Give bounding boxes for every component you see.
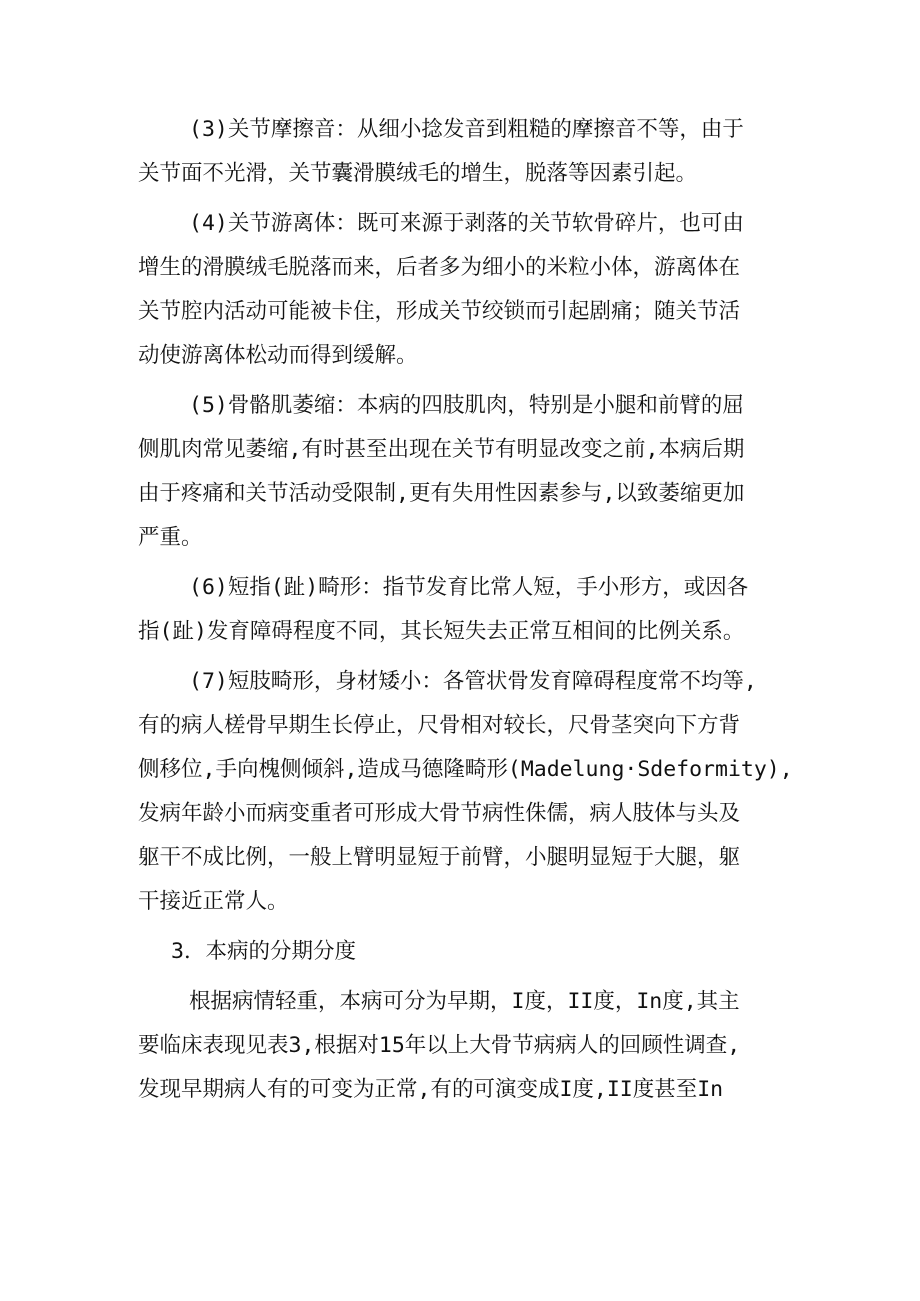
text-line: 侧肌肉常见萎缩,有时甚至出现在关节有明显改变之前,本病后期 (138, 437, 745, 462)
paragraph-short-finger-deformity (138, 566, 800, 654)
text-line: 有的病人槎骨早期生长停止，尺骨相对较长，尺骨茎突向下方背 (138, 713, 741, 738)
paragraph-loose-bodies (138, 202, 800, 378)
text-line: 关节面不光滑，关节囊滑膜绒毛的增生，脱落等因素引起。 (138, 161, 698, 186)
paragraph-muscle-atrophy (138, 384, 800, 560)
text-line: 根据病情轻重，本病可分为早期，I度，II度，In度,其主 (189, 989, 740, 1014)
text-line: 要临床表现见表3,根据对15年以上大骨节病病人的回顾性调查, (138, 1033, 741, 1058)
text-line: 增生的滑膜绒毛脱落而来，后者多为细小的米粒小体，游离体在 (138, 255, 741, 280)
text-line: (6)短指(趾)畸形：指节发育比常人短，手小形方，或因各 (189, 575, 749, 600)
text-line: 发现早期病人有的可变为正常,有的可演变成I度,II度甚至In (138, 1077, 724, 1102)
text-line: 动使游离体松动而得到缓解。 (138, 343, 418, 368)
text-line: 关节腔内活动可能被卡住，形成关节绞锁而引起剧痛；随关节活 (138, 299, 741, 324)
text-line: 由于疼痛和关节活动受限制,更有失用性因素参与,以致萎缩更加 (138, 481, 745, 506)
text-line: 发病年龄小而病变重者可形成大骨节病性侏儒，病人肢体与头及 (138, 801, 741, 826)
text-line: (4)关节游离体：既可来源于剥落的关节软骨碎片，也可由 (189, 211, 744, 236)
paragraph-staging (138, 980, 800, 1112)
document-body (138, 108, 800, 1112)
section-heading: 3．本病的分期分度 (171, 939, 356, 964)
text-line: 干接近正常人。 (138, 889, 289, 914)
paragraph-short-limb-deformity (138, 660, 800, 924)
text-line: 指(趾)发育障碍程度不同，其长短失去正常互相间的比例关系。 (138, 619, 745, 644)
text-line: 躯干不成比例，一般上臂明显短于前臂，小腿明显短于大腿，躯 (138, 845, 741, 870)
text-line: 侧移位,手向槐侧倾斜,造成马德隆畸形(Madelung·Sdeformity), (138, 757, 793, 782)
text-line: (5)骨骼肌萎缩：本病的四肢肌肉，特别是小腿和前臂的屈 (189, 393, 744, 418)
paragraph-joint-friction-sound (138, 108, 800, 196)
text-line: 严重。 (138, 525, 203, 550)
text-line: (3)关节摩擦音：从细小捻发音到粗糙的摩擦音不等，由于 (189, 117, 744, 142)
text-line: (7)短肢畸形，身材矮小：各管状骨发育障碍程度常不均等, (189, 669, 757, 694)
